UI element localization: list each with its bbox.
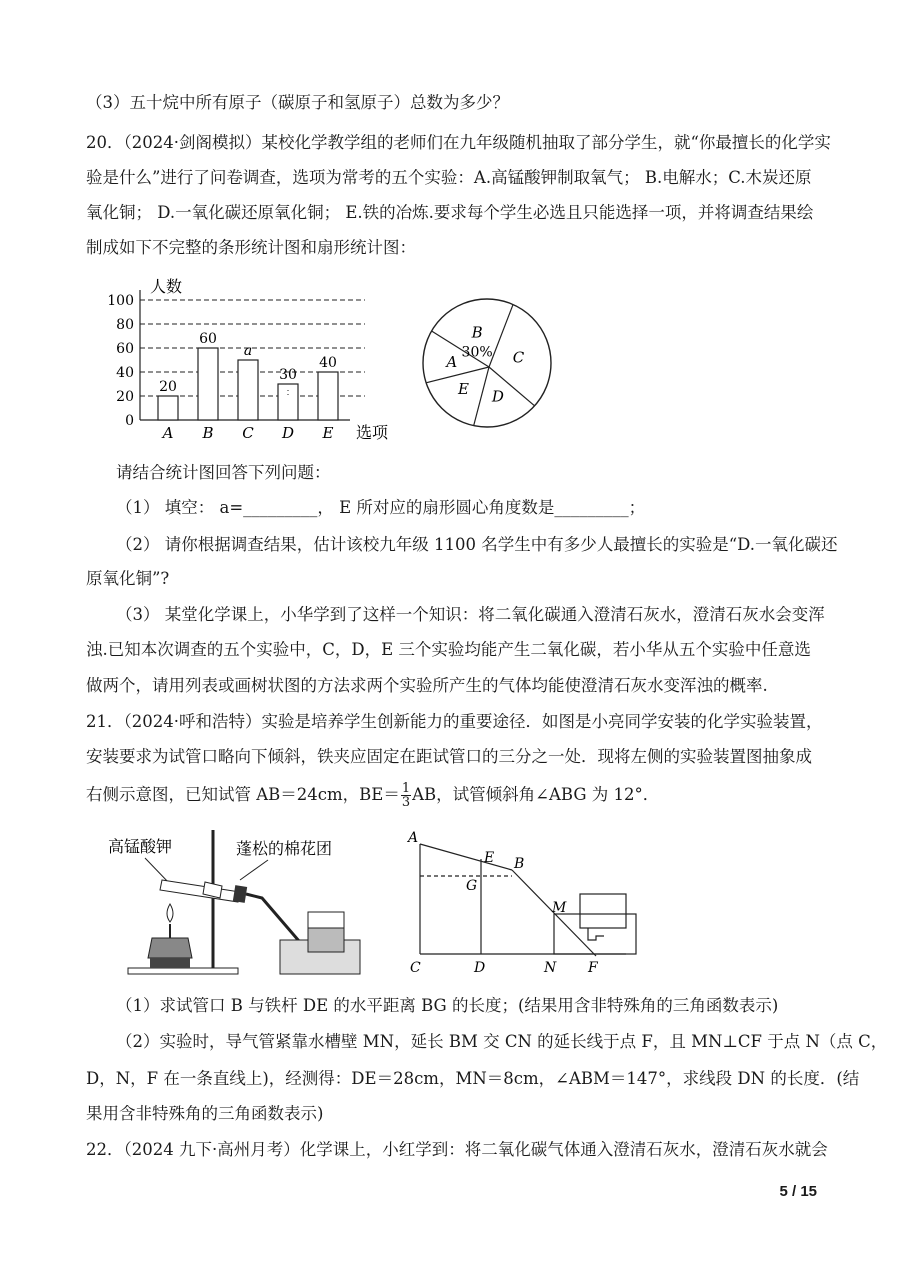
flame <box>167 904 173 922</box>
trough-outline <box>554 914 636 954</box>
q20-part3-b: 浊.已知本次调查的五个实验中，C，D，E 三个实验均能产生二氧化碳，若小华从五个实验中任意选 <box>86 640 811 659</box>
q19-part3: （3）五十烷中所有原子（碳原子和氢原子）总数为多少？ <box>86 93 509 112</box>
geometry-schematic <box>400 824 640 980</box>
q20-part1: （1） 填空： a=_________， E 所对应的扇形圆心角度数是_________； <box>116 498 646 517</box>
x-tick-label: B <box>202 424 214 442</box>
point-F: F <box>588 960 598 976</box>
data-label: 60 <box>199 331 217 347</box>
page-number: 5 / 15 <box>779 1183 817 1200</box>
q21-line-1: 21．（2024·呼和浩特）实验是培养学生创新能力的重要途径．如图是小亮同学安装的化学实验装置， <box>86 712 823 731</box>
fraction-denominator: 3 <box>401 795 411 810</box>
one-third-fraction <box>401 782 411 809</box>
x-tick-label: C <box>242 424 254 442</box>
q20-part2-a: （2） 请你根据调查结果，估计该校九年级 1100 名学生中有多少人最擅长的实验是“D.一氧化碳还 <box>116 535 838 554</box>
y-tick-label: 80 <box>116 317 134 333</box>
q20-line-1: 20．（2024·剑阁模拟）某校化学教学组的老师们在九年级随机抽取了部分学生，就“你最擅长的化学实 <box>86 133 831 152</box>
stand-base <box>128 968 238 974</box>
q21-line-3 <box>86 782 826 809</box>
q21-part2-b: D，N，F 在一条直线上)，经测得：DE＝28cm，MN＝8cm，∠ABM＝147°，求线段 DN 的长度．(结 <box>86 1069 860 1088</box>
q20-line-2: 验是什么”进行了问卷调查，选项为常考的五个实验：A.高锰酸钾制取氧气； B.电解水；C.木炭还原 <box>86 168 812 187</box>
point-A: A <box>408 830 419 846</box>
pie-chart <box>420 296 554 430</box>
q21-part2-a: （2）实验时，导气管紧靠水槽壁 MN，延长 BM 交 CN 的延长线于点 F，且 MN⊥CF 于点 N（点 C， <box>116 1032 888 1051</box>
fraction-numerator: 1 <box>401 781 411 796</box>
y-axis-label: 人数 <box>150 277 183 296</box>
bar <box>318 372 338 420</box>
pie-slice-label: E <box>457 380 469 399</box>
bar <box>198 348 218 420</box>
segment-AB <box>420 844 512 870</box>
bar <box>278 384 298 420</box>
bar-chart <box>107 272 400 444</box>
point-E: E <box>484 850 495 866</box>
point-G: G <box>466 878 478 894</box>
y-tick-label: 0 <box>125 413 134 429</box>
y-tick-label: 100 <box>107 293 134 309</box>
q20-part3-a: （3） 某堂化学课上，小华学到了这样一个知识：将二氧化碳通入澄清石灰水，澄清石灰水会变浑 <box>116 605 825 624</box>
q21-line-2: 安装要求为试管口略向下倾斜，铁夹应固定在距试管口的三分之一处．现将左侧的实验装置图抽象成 <box>86 747 812 766</box>
bar <box>238 360 258 420</box>
point-M: M <box>552 900 567 916</box>
q22-line-1: 22．（2024 九下·高州月考）化学课上，小红学到：将二氧化碳气体通入澄清石灰水，澄清石灰水就会 <box>86 1140 828 1159</box>
data-label: a <box>243 343 253 359</box>
q21-line-3-start: 右侧示意图，已知试管 AB＝24cm，BE＝ <box>86 785 400 804</box>
pie-slice-label: C <box>512 348 525 367</box>
pie-slice-label: D <box>491 387 504 406</box>
point-N: N <box>544 960 557 976</box>
x-axis-label: 选项 <box>356 423 389 442</box>
q20-line-4: 制成如下不完整的条形统计图和扇形统计图： <box>86 238 416 257</box>
pie-slice-label: A <box>446 352 458 371</box>
label-cotton-ball: 蓬松的棉花团 <box>236 839 333 858</box>
y-tick-label: 60 <box>116 341 134 357</box>
pie-outline <box>423 299 551 427</box>
q21-part2-c: 果用含非特殊角的三角函数表示) <box>86 1104 324 1123</box>
lab-apparatus-figure <box>100 828 370 978</box>
data-label: 20 <box>159 379 177 395</box>
x-tick-label: A <box>162 424 174 442</box>
q20-part2-b: 原氧化铜”? <box>86 569 170 588</box>
test-tube <box>160 880 240 902</box>
q20-line-3: 氧化铜； D.一氧化碳还原氧化铜； E.铁的冶炼.要求每个学生必选且只能选择一项，并将调查结果绘 <box>86 203 814 222</box>
point-C: C <box>410 960 421 976</box>
stopper <box>233 885 247 903</box>
y-tick-label: 40 <box>116 365 134 381</box>
pie-slice-label: B <box>471 323 483 342</box>
q21-line-3-end: AB，试管倾斜角∠ABG 为 12°． <box>412 785 660 804</box>
q21-part1: （1）求试管口 B 与铁杆 DE 的水平距离 BG 的长度；(结果用含非特殊角的三角函数表示) <box>116 996 779 1015</box>
point-D: D <box>474 960 486 976</box>
x-tick-label: D <box>281 424 295 442</box>
q20-prompt: 请结合统计图回答下列问题： <box>116 463 331 482</box>
bar <box>158 396 178 420</box>
point-B: B <box>514 856 525 872</box>
y-tick-label: 20 <box>116 389 134 405</box>
data-label: 40 <box>319 355 337 371</box>
pie-slice-percent: 30% <box>461 344 493 361</box>
data-label: 30 <box>279 367 297 383</box>
label-potassium-permanganate: 高锰酸钾 <box>108 837 173 856</box>
bottle-outline <box>580 894 626 928</box>
q20-part3-c: 做两个，请用列表或画树状图的方法求两个实验所产生的气体均能使澄清石灰水变浑浊的概率. <box>86 676 768 695</box>
x-tick-label: E <box>322 424 334 442</box>
alcohol-lamp <box>148 938 192 958</box>
